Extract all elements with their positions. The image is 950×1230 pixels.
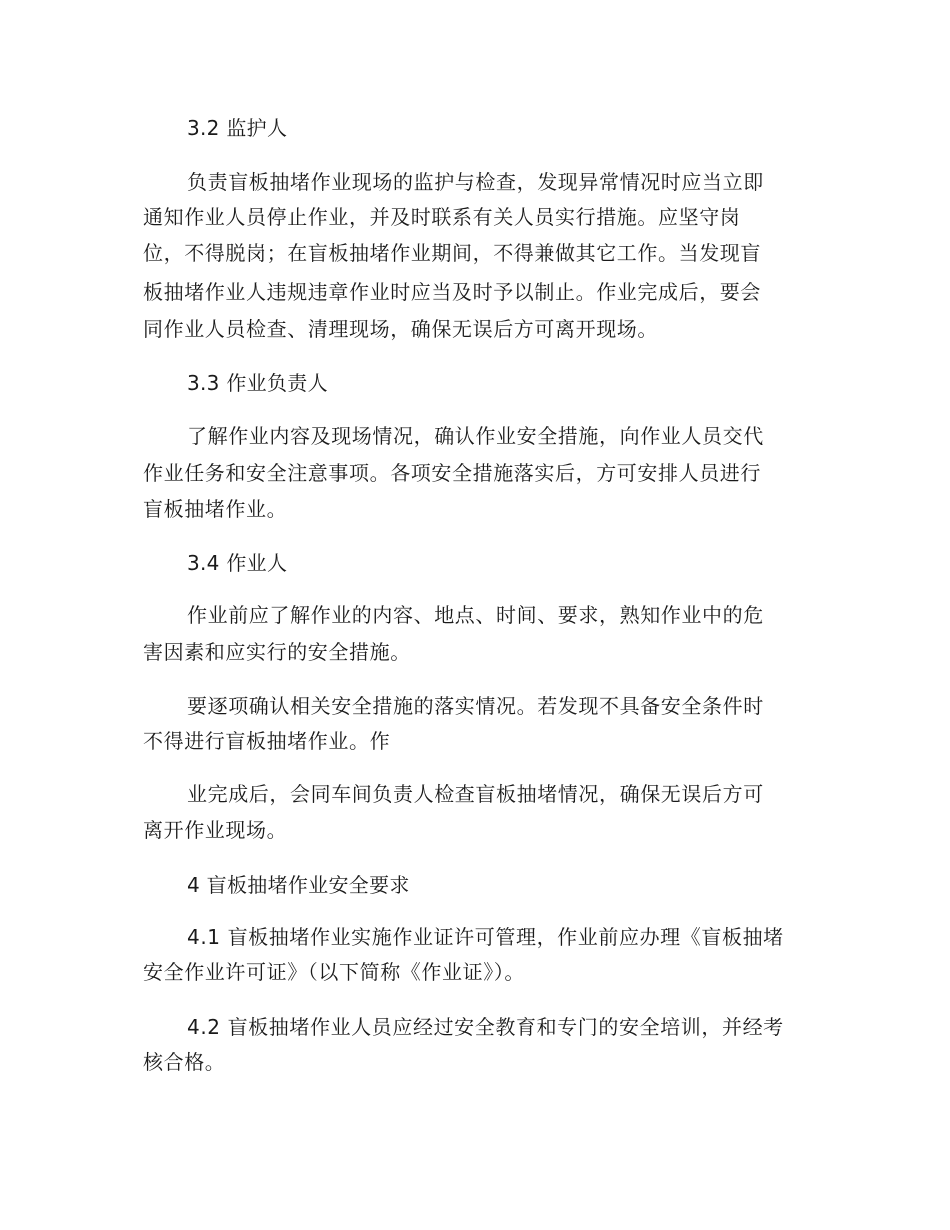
section-heading-4: 4 盲板抽堵作业安全要求 (187, 873, 410, 897)
paragraph-line: 作业任务和安全注意事项。各项安全措施落实后，方可安排人员进行 (143, 461, 761, 485)
paragraph-line: 核合格。 (143, 1050, 226, 1074)
paragraph-line: 作业前应了解作业的内容、地点、时间、要求，熟知作业中的危 (187, 603, 764, 627)
paragraph-line: 通知作业人员停止作业，并及时联系有关人员实行措施。应坚守岗 (143, 205, 741, 229)
paragraph-line: 盲板抽堵作业。 (143, 497, 288, 521)
paragraph-line: 要逐项确认相关安全措施的落实情况。若发现不具备安全条件时 (187, 694, 764, 718)
paragraph-line: 负责盲板抽堵作业现场的监护与检查，发现异常情况时应当立即 (187, 170, 764, 194)
paragraph-line: 安全作业许可证》（以下简称《作业证》）。 (143, 960, 525, 984)
paragraph-line: 不得进行盲板抽堵作业。作 (143, 729, 391, 753)
paragraph-line: 离开作业现场。 (143, 818, 288, 842)
paragraph-line: 4.2 盲板抽堵作业人员应经过安全教育和专门的安全培训，并经考 (187, 1015, 784, 1039)
section-heading-3-2: 3.2 监护人 (187, 116, 288, 140)
paragraph-line: 同作业人员检查、清理现场，确保无误后方可离开现场。 (143, 317, 658, 341)
paragraph-line: 4.1 盲板抽堵作业实施作业证许可管理，作业前应办理《盲板抽堵 (187, 925, 784, 949)
section-heading-3-3: 3.3 作业负责人 (187, 371, 328, 395)
paragraph-line: 了解作业内容及现场情况，确认作业安全措施，向作业人员交代 (187, 424, 764, 448)
section-heading-3-4: 3.4 作业人 (187, 551, 288, 575)
paragraph-line: 板抽堵作业人违规违章作业时应当及时予以制止。作业完成后，要会 (143, 280, 761, 304)
paragraph-line: 位，不得脱岗；在盲板抽堵作业期间，不得兼做其它工作。当发现盲 (143, 241, 761, 265)
paragraph-line: 害因素和应实行的安全措施。 (143, 640, 411, 664)
paragraph-line: 业完成后，会同车间负责人检查盲板抽堵情况，确保无误后方可 (187, 782, 764, 806)
